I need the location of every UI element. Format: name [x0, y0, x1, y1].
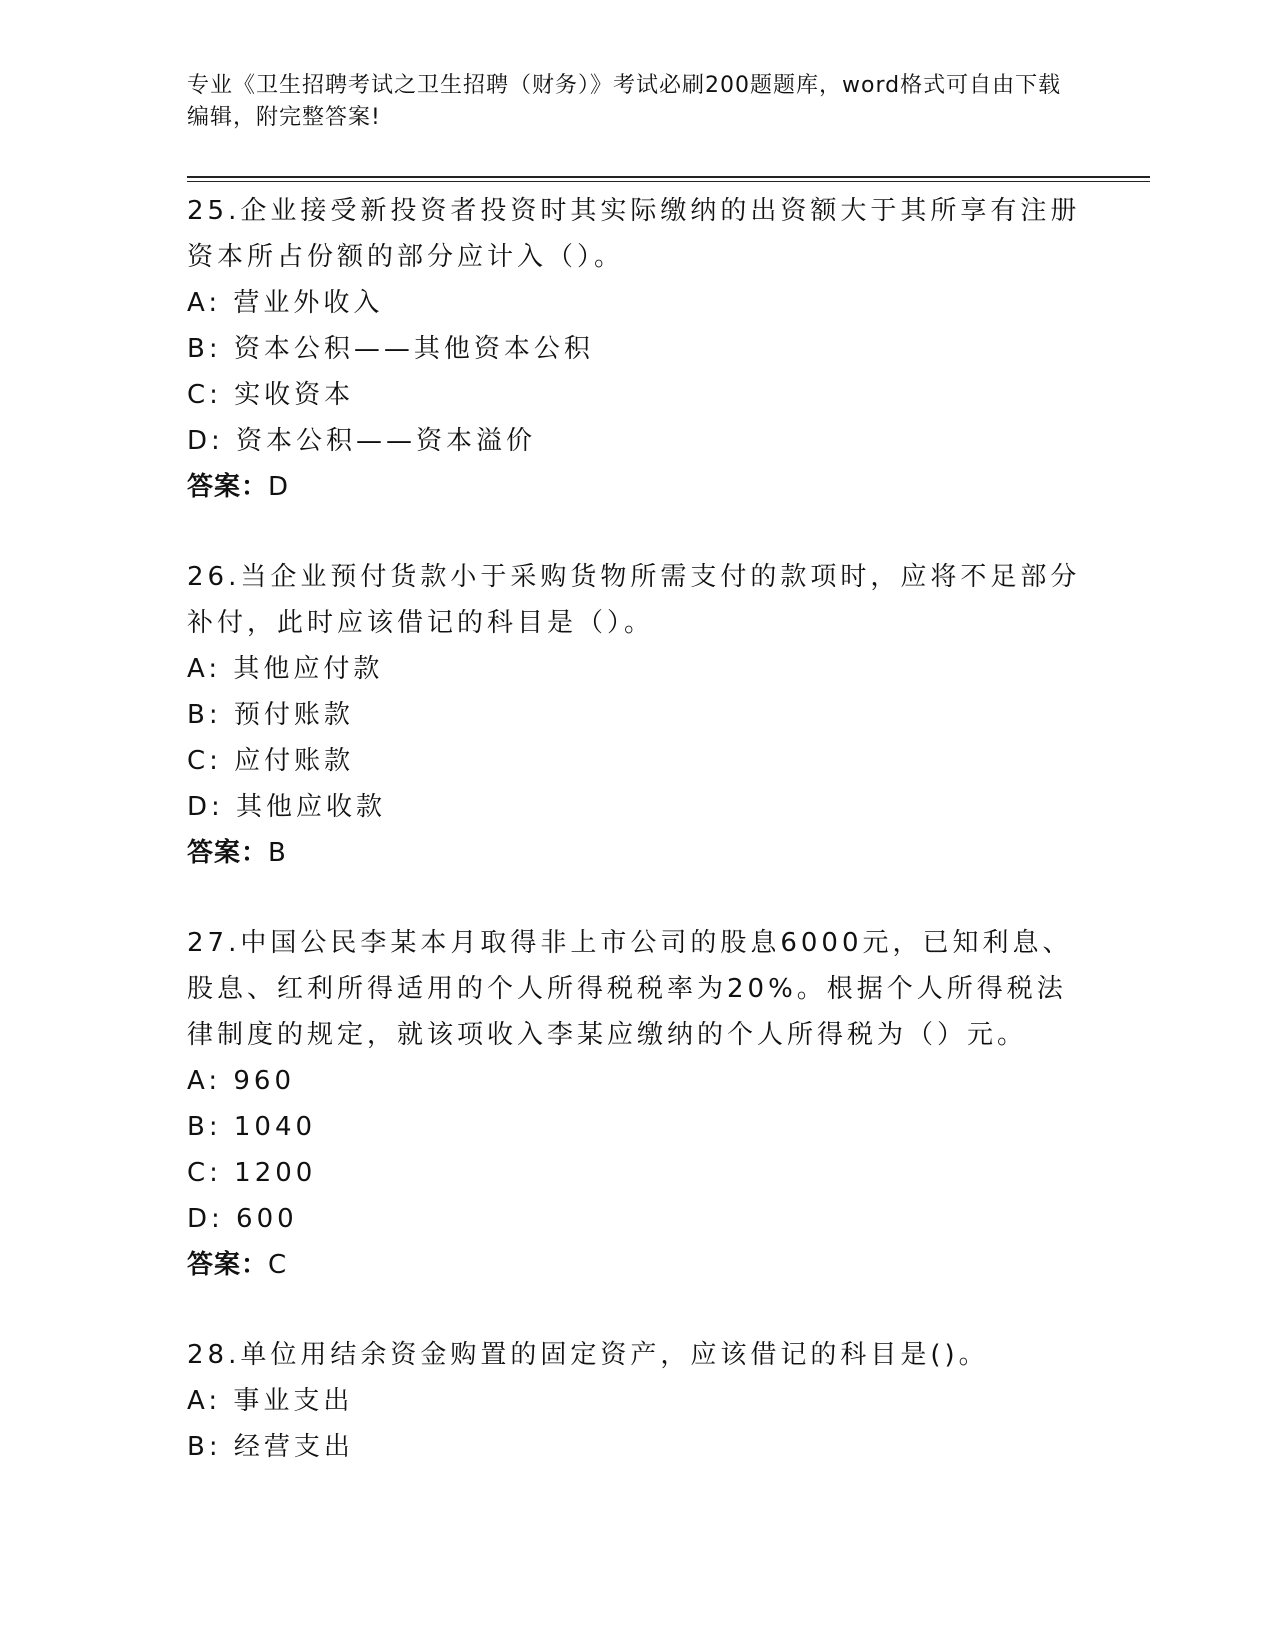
answer-value: C: [268, 1250, 288, 1280]
question-stem: 26.当企业预付货款小于采购货物所需支付的款项时，应将不足部分补付，此时应该借记的科目是（）。: [187, 562, 1081, 638]
option-a: A: 其他应付款: [187, 654, 384, 684]
option-d: D: 资本公积——资本溢价: [187, 426, 537, 456]
answer-label: 答案：: [187, 1250, 269, 1280]
option-a: A: 营业外收入: [187, 288, 384, 318]
option-b: B: 经营支出: [187, 1432, 354, 1462]
question-stem: 27.中国公民李某本月取得非上市公司的股息6000元，已知利息、股息、红利所得适用的个人所得税税率为20%。根据个人所得税法律制度的规定，就该项收入李某应缴纳的个人所得税为（）元。: [187, 928, 1073, 1050]
question-spacer: [187, 876, 1087, 920]
question-stem: 28.单位用结余资金购置的固定资产，应该借记的科目是()。: [187, 1340, 989, 1370]
option-d: D: 其他应收款: [187, 792, 387, 822]
question-28: [187, 1332, 1087, 1470]
header-divider-thin: [187, 181, 1150, 182]
option-b: B: 预付账款: [187, 700, 354, 730]
question-stem: 25.企业接受新投资者投资时其实际缴纳的出资额大于其所享有注册资本所占份额的部分应计入（）。: [187, 196, 1081, 272]
question-26: [187, 554, 1087, 876]
option-a: A: 960: [187, 1066, 295, 1096]
option-c: C: 1200: [187, 1158, 317, 1188]
answer-line: [187, 1242, 1087, 1288]
answer-label: 答案：: [187, 472, 269, 502]
option-c: C: 实收资本: [187, 380, 355, 410]
header-divider: [187, 176, 1150, 178]
option-d: D: 600: [187, 1204, 298, 1234]
question-spacer: [187, 510, 1087, 554]
document-header: 专业《卫生招聘考试之卫生招聘（财务）》考试必刷200题题库，word格式可自由下载编辑，附完整答案!: [187, 73, 1062, 130]
question-list: [187, 188, 1087, 1470]
question-spacer: [187, 1288, 1087, 1332]
answer-label: 答案：: [187, 838, 269, 868]
answer-value: D: [268, 472, 290, 502]
question-25: [187, 188, 1087, 510]
answer-line: [187, 464, 1087, 510]
option-c: C: 应付账款: [187, 746, 355, 776]
question-27: [187, 920, 1087, 1288]
option-b: B: 1040: [187, 1112, 317, 1142]
answer-value: B: [268, 838, 287, 868]
answer-line: [187, 830, 1087, 876]
option-b: B: 资本公积——其他资本公积: [187, 334, 594, 364]
option-a: A: 事业支出: [187, 1386, 354, 1416]
